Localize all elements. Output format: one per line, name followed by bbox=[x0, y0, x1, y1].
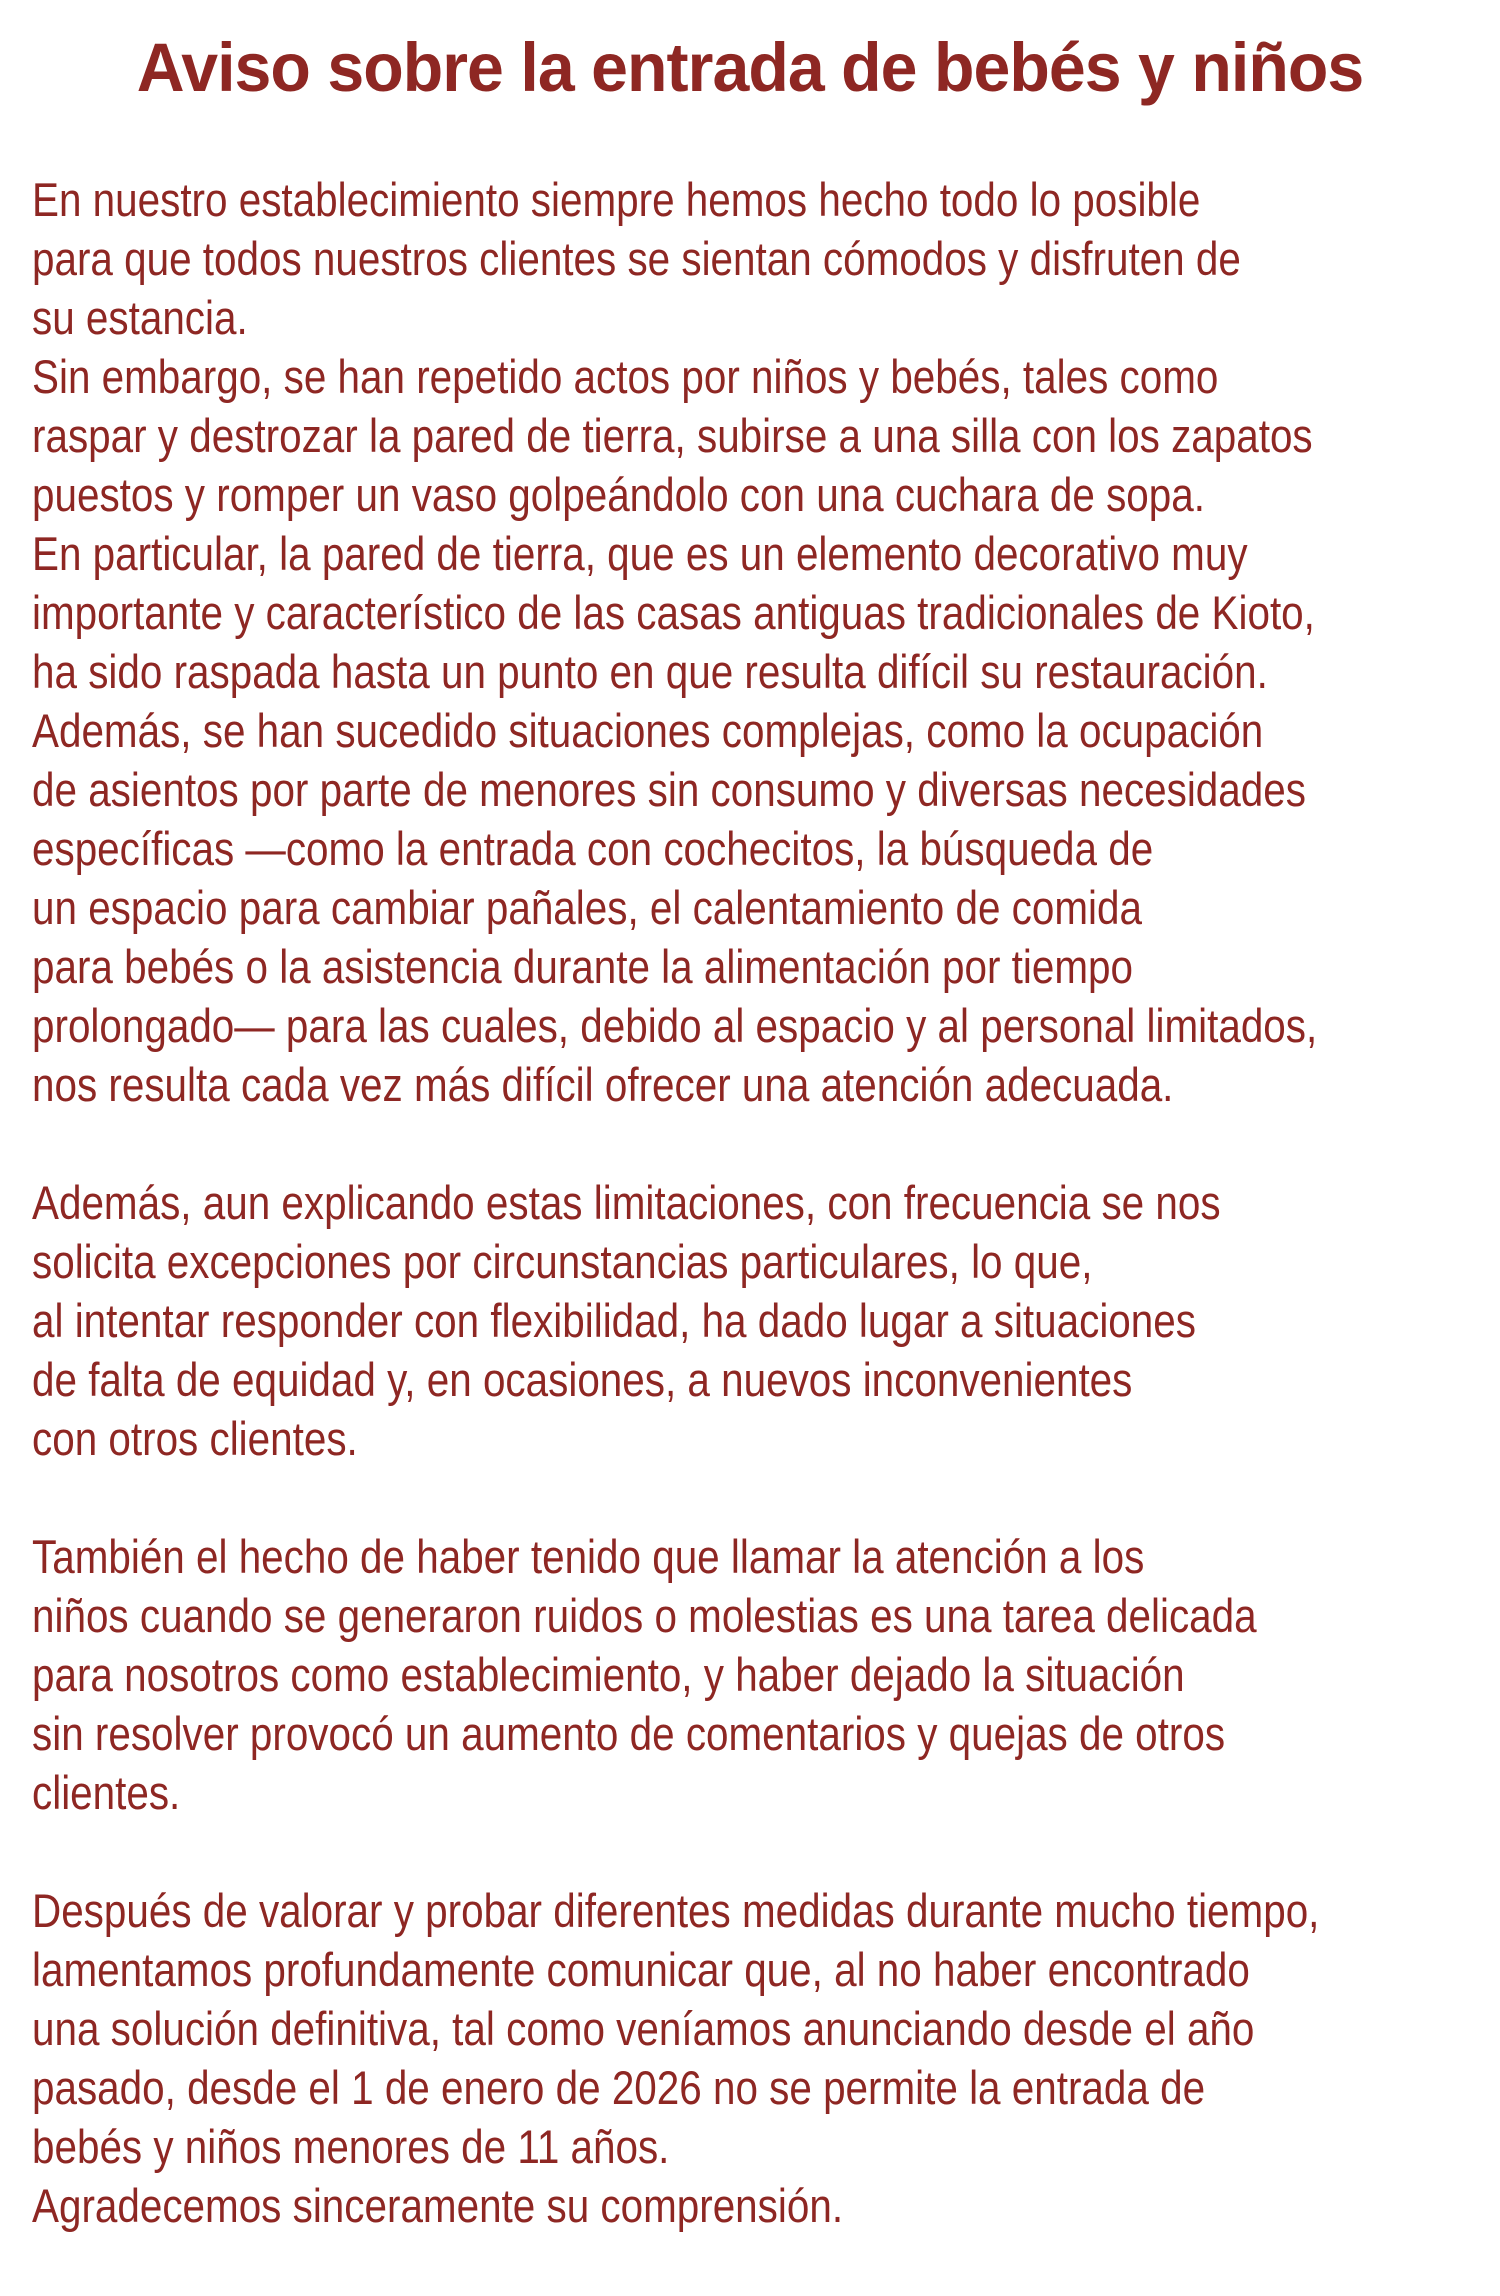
text-line: raspar y destrozar la pared de tierra, subirse a una silla con los zapatos bbox=[32, 409, 1313, 462]
text-line: prolongado— para las cuales, debido al espacio y al personal limitados, bbox=[32, 999, 1318, 1052]
text-line: Además, aun explicando estas limitaciones, con frecuencia se nos bbox=[32, 1176, 1221, 1229]
text-line: una solución definitiva, tal como veníamos anunciando desde el año bbox=[32, 2002, 1255, 2055]
text-line: En nuestro establecimiento siempre hemos hecho todo lo posible bbox=[32, 173, 1201, 226]
text-line: al intentar responder con flexibilidad, ha dado lugar a situaciones bbox=[32, 1294, 1196, 1347]
paragraph bbox=[32, 170, 1500, 1114]
text-line: para nosotros como establecimiento, y haber dejado la situación bbox=[32, 1648, 1185, 1701]
text-line: solicita excepciones por circunstancias particulares, lo que, bbox=[32, 1235, 1093, 1288]
text-line: ha sido raspada hasta un punto en que resulta difícil su restauración. bbox=[32, 645, 1268, 698]
text-line: lamentamos profundamente comunicar que, al no haber encontrado bbox=[32, 1943, 1250, 1996]
text-line: para bebés o la asistencia durante la alimentación por tiempo bbox=[32, 940, 1134, 993]
text-line: un espacio para cambiar pañales, el calentamiento de comida bbox=[32, 881, 1142, 934]
text-line: específicas —como la entrada con cochecitos, la búsqueda de bbox=[32, 822, 1154, 875]
text-line: Además, se han sucedido situaciones complejas, como la ocupación bbox=[32, 704, 1264, 757]
text-line: bebés y niños menores de 11 años. bbox=[32, 2120, 670, 2173]
text-line: para que todos nuestros clientes se sientan cómodos y disfruten de bbox=[32, 232, 1241, 285]
text-line: nos resulta cada vez más difícil ofrecer una atención adecuada. bbox=[32, 1058, 1174, 1111]
text-line: de falta de equidad y, en ocasiones, a nuevos inconvenientes bbox=[32, 1353, 1133, 1406]
text-line: Sin embargo, se han repetido actos por niños y bebés, tales como bbox=[32, 350, 1219, 403]
text-line: pasado, desde el 1 de enero de 2026 no se permite la entrada de bbox=[32, 2061, 1206, 2114]
text-line: Agradecemos sinceramente su comprensión. bbox=[32, 2179, 844, 2232]
text-line: clientes. bbox=[32, 1766, 181, 1819]
page-title: Aviso sobre la entrada de bebés y niños bbox=[136, 29, 1364, 106]
text-line: su estancia. bbox=[32, 291, 248, 344]
paragraph bbox=[32, 1881, 1500, 2235]
text-line: En particular, la pared de tierra, que es un elemento decorativo muy bbox=[32, 527, 1248, 580]
text-line: puestos y romper un vaso golpeándolo con una cuchara de sopa. bbox=[32, 468, 1205, 521]
text-line: con otros clientes. bbox=[32, 1412, 358, 1465]
text-line: Después de valorar y probar diferentes medidas durante mucho tiempo, bbox=[32, 1884, 1320, 1937]
text-line: sin resolver provocó un aumento de comentarios y quejas de otros bbox=[32, 1707, 1226, 1760]
text-line: También el hecho de haber tenido que llamar la atención a los bbox=[32, 1530, 1145, 1583]
text-line: niños cuando se generaron ruidos o molestias es una tarea delicada bbox=[32, 1589, 1257, 1642]
paragraph bbox=[32, 1173, 1500, 1468]
text-line: importante y característico de las casas antiguas tradicionales de Kioto, bbox=[32, 586, 1315, 639]
text-line: de asientos por parte de menores sin consumo y diversas necesidades bbox=[32, 763, 1306, 816]
notice-body bbox=[0, 170, 1500, 2235]
paragraph bbox=[32, 1527, 1500, 1822]
